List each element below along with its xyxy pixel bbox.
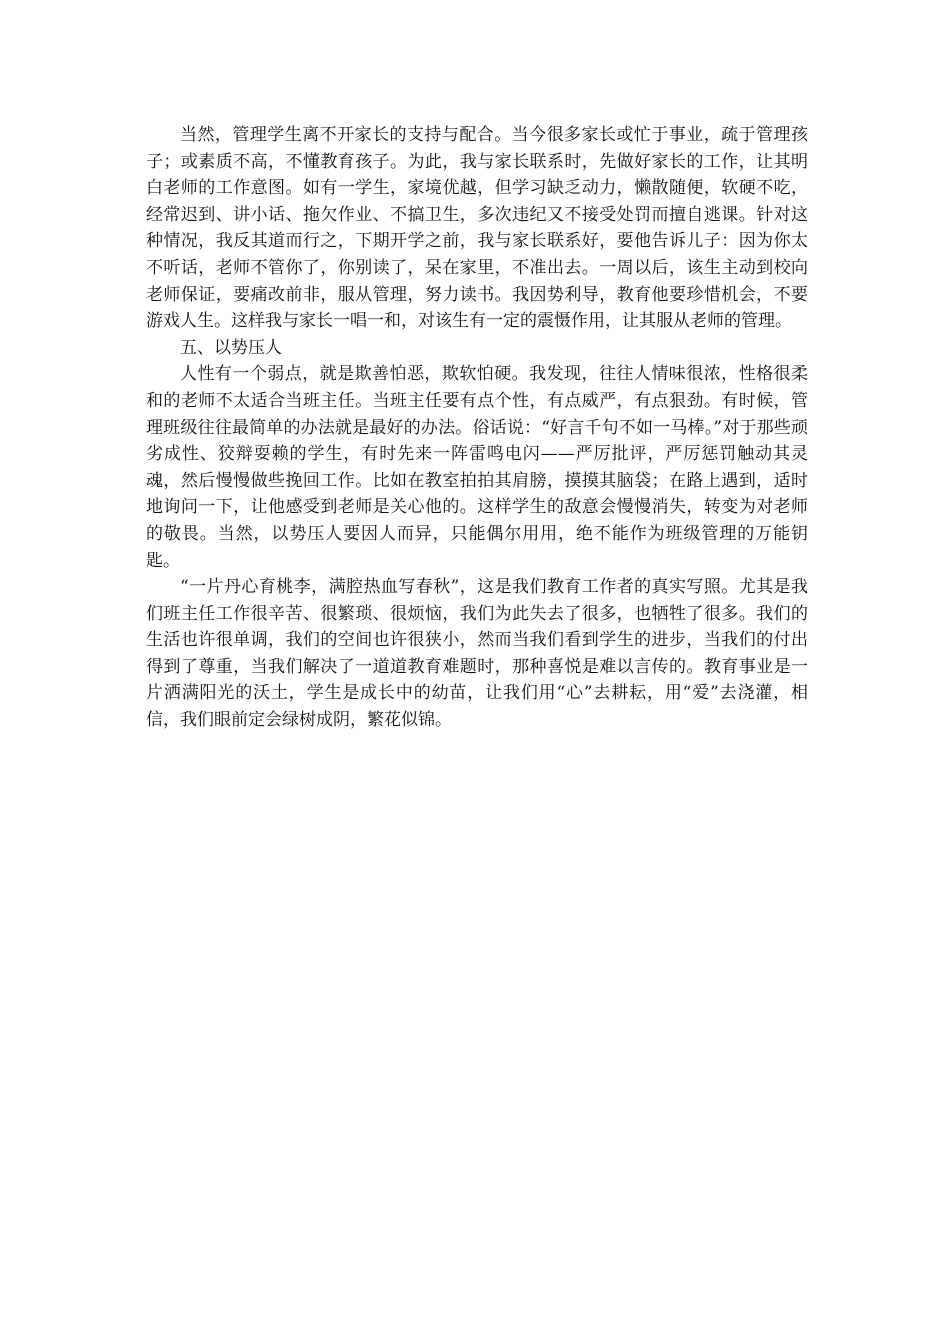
paragraph-authority: 人性有一个弱点，就是欺善怕恶，欺软怕硬。我发现，往往人情味很浓，性格很柔和的老师不太适合当班主任。当班主任要有点个性，有点威严，有点狠劲。有时候，管理班级往往最简单的办法就是最好的办法。俗话说：“好言千句不如一马棒。”对于那些顽劣成性、狡辩耍赖的学生，有时先来一阵雷鸣电闪——严厉批评，严厉惩罚触动其灵魂，然后慢慢做些挽回工作。比如在教室拍拍其肩膀，摸摸其脑袋；在路上遇到，适时地询问一下，让他感受到老师是关心他的。这样学生的敌意会慢慢消失，转变为对老师的敬畏。当然，以势压人要因人而异，只能偶尔用用，绝不能作为班级管理的万能钥匙。 xyxy=(146,364,808,571)
paragraph-parent-cooperation: 当然，管理学生离不开家长的支持与配合。当今很多家长或忙于事业，疏于管理孩子；或素质不高，不懂教育孩子。为此，我与家长联系时，先做好家长的工作，让其明白老师的工作意图。如有一学生，家境优越，但学习缺乏动力，懒散随便，软硬不吃，经常迟到、讲小话、拖欠作业、不搞卫生，多次违纪又不接受处罚而擅自逃课。针对这种情况，我反其道而行之，下期开学之前，我与家长联系好，要他告诉儿子：因为你太不听话，老师不管你了，你别读了，呆在家里，不准出去。一周以后，该生主动到校向老师保证，要痛改前非，服从管理，努力读书。我因势利导，教育他要珍惜机会，不要游戏人生。这样我与家长一唱一和，对该生有一定的震慑作用，让其服从老师的管理。 xyxy=(146,125,808,332)
section-heading: 五、以势压人 xyxy=(180,337,282,358)
paragraph-conclusion: “一片丹心育桃李，满腔热血写春秋”，这是我们教育工作者的真实写照。尤其是我们班主任工作很辛苦、很繁琐、很烦恼，我们为此失去了很多，也牺牲了很多。我们的生活也许很单调，我们的空间也许很狭小，然而当我们看到学生的进步，当我们的付出得到了尊重，当我们解决了一道道教育难题时，那种喜悦是难以言传的。教育事业是一片洒满阳光的沃土，学生是成长中的幼苗，让我们用“心”去耕耘，用“爱”去浇灌，相信，我们眼前定会绿树成阴，繁花似锦。 xyxy=(146,577,808,731)
document-body xyxy=(146,122,808,734)
